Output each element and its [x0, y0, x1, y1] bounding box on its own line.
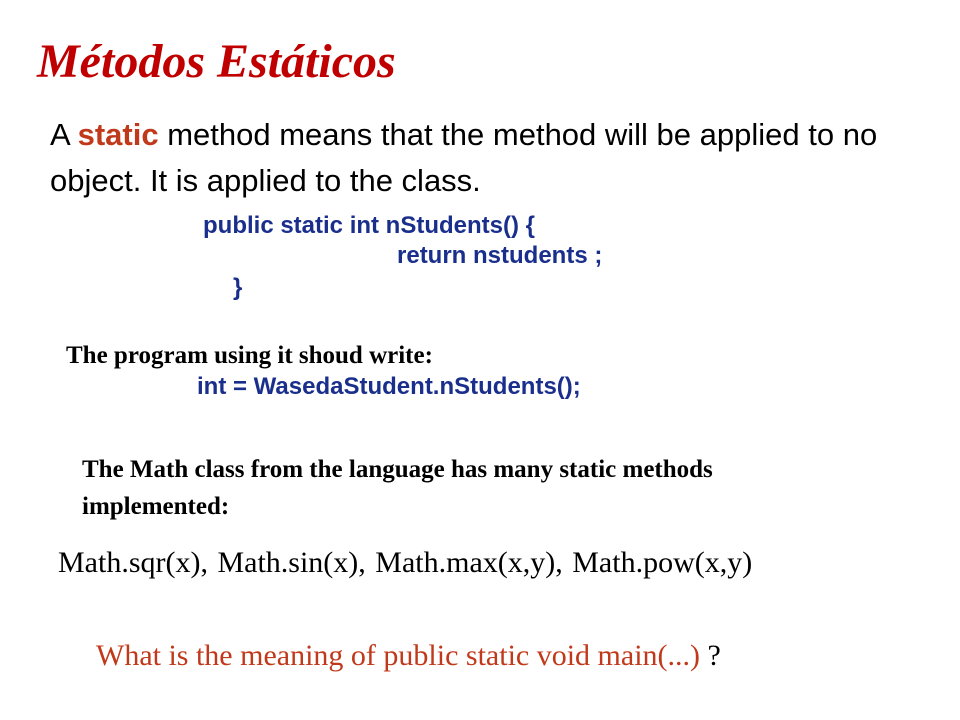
math-class-note: The Math class from the language has many static methods implemented:: [82, 456, 713, 520]
closing-question: [96, 636, 721, 676]
usage-code-line: int = WasedaStudent.nStudents();: [197, 373, 581, 400]
code-line-return: return nstudents ;: [397, 242, 603, 269]
code-line-signature: public static int nStudents() {: [203, 212, 536, 239]
intro-prefix: A: [50, 117, 78, 152]
static-keyword: static: [77, 117, 159, 152]
question-mark: ?: [707, 639, 721, 672]
slide-title: Métodos Estáticos: [37, 35, 396, 88]
question-text: What is the meaning of public static void main(...): [96, 639, 708, 672]
intro-paragraph: [50, 112, 930, 204]
intro-suffix: method means that the method will be applied to no object. It is applied to the class.: [50, 117, 878, 198]
program-note: The program using it shoud write:: [66, 342, 433, 369]
math-examples: Math.sqr(x), Math.sin(x), Math.max(x,y), Math.pow(x,y): [58, 546, 753, 579]
code-line-closing-brace: }: [233, 274, 243, 301]
